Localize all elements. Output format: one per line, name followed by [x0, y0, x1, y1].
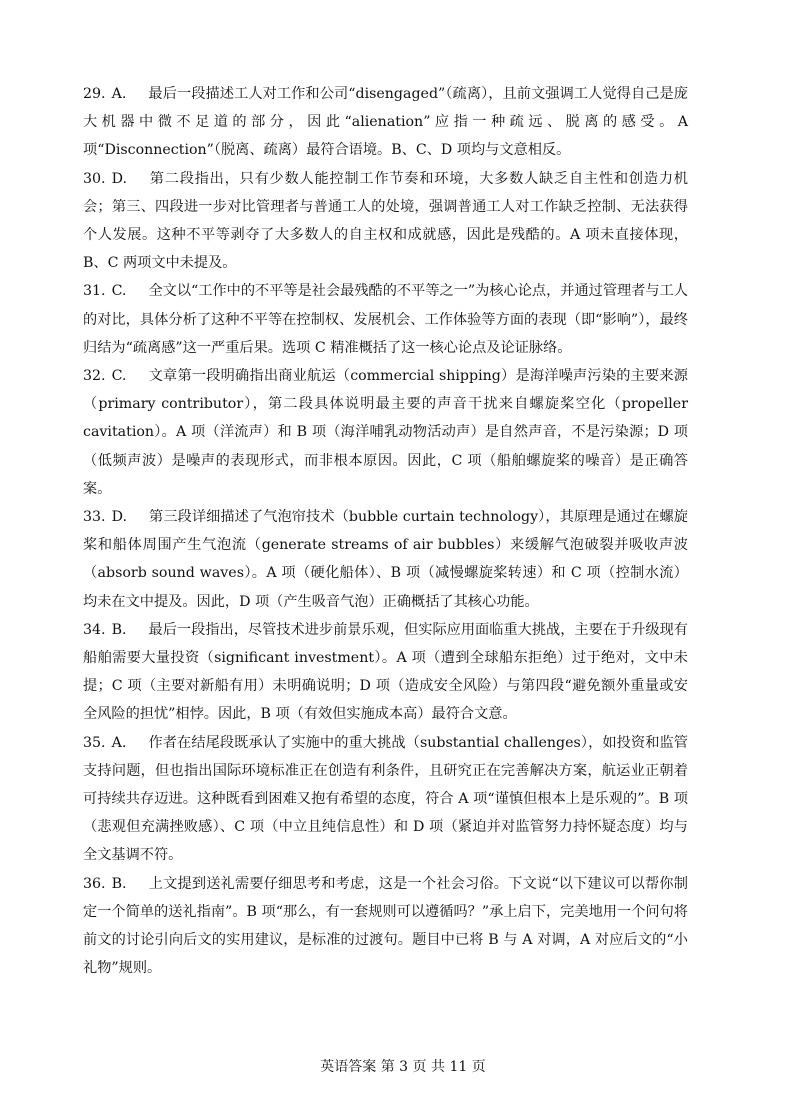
answer-explanations [83, 80, 688, 983]
answer-option: D. [111, 170, 127, 187]
explanation-text: 文章第一段明确指出商业航运（commercial shipping）是海洋噪声污染的主要来源（primary contributor），第二段具体说明最主要的声音干扰来自螺旋桨空化（propeller cavitation）。A 项（洋流声）和 B 项（海洋哺乳动物活动声）是自然声音，不是污染源；D 项（低频声波）是噪声的表现形式，而非根本原因。因此，C 项（船舶螺旋桨的噪音）是正确答案。 [83, 368, 688, 497]
answer-option: C. [111, 368, 127, 385]
question-number: 30. [83, 170, 106, 187]
question-number: 29. [83, 86, 106, 102]
question-number: 36. [83, 875, 106, 892]
explanation-text: 上文提到送礼需要仔细思考和考虑，这是一个社会习俗。下文说“以下建议可以帮你制定一个简单的送礼指南”。B 项“那么，有一套规则可以遵循吗？”承上启下，完美地用一个问句将前文的讨论引向后文的实用建议，是标准的过渡句。题目中已将 B 与 A 对调，A 对应后文的“小礼物”规则。 [83, 875, 688, 977]
explanation-text: 作者在结尾段既承认了实施中的重大挑战（substantial challenges），如投资和监管支持问题，但也指出国际环境标准正在创造有利条件，且研究正在完善解决方案，航运业正朝着可持续共存迈进。这种既看到困难又抱有希望的态度，符合 A 项“谨慎但根本上是乐观的”。B 项（悲观但充满挫败感）、C 项（中立且纯信息性）和 D 项（紧迫并对监管努力持怀疑态度）均与全文基调不符。 [83, 734, 688, 864]
answer-option: B. [111, 621, 127, 638]
answer-item-31 [83, 277, 688, 362]
answer-option: A. [111, 86, 127, 102]
answer-item-36 [83, 870, 688, 983]
answer-item-29 [83, 80, 688, 165]
explanation-text: 最后一段指出，尽管技术进步前景乐观，但实际应用面临重大挑战，主要在于升级现有船舶需要大量投资（significant investment）。A 项（遭到全球船东拒绝）过于绝对，文中未提；C 项（主要对新船有用）未明确说明；D 项（造成安全风险）与第四段“避免额外重量或安全风险的担忧”相悖。因此，B 项（有效但实施成本高）最符合文意。 [83, 621, 688, 723]
question-number: 31. [83, 283, 106, 300]
explanation-text: 第二段指出，只有少数人能控制工作节奏和环境，大多数人缺乏自主性和创造力机会；第三、四段进一步对比管理者与普通工人的处境，强调普通工人对工作缺乏控制、无法获得个人发展。这种不平等剥夺了大多数人的自主权和成就感，因此是残酷的。A 项未直接体现，B、C 两项文中未提及。 [83, 170, 688, 272]
answer-option: D. [111, 509, 127, 526]
answer-item-30 [83, 165, 688, 278]
answer-option: C. [111, 283, 127, 300]
question-number: 35. [83, 734, 106, 751]
answer-item-35 [83, 729, 688, 870]
answer-option: B. [111, 875, 127, 892]
question-number: 32. [83, 368, 106, 385]
question-number: 34. [83, 621, 106, 638]
answer-item-33 [83, 503, 688, 616]
question-number: 33. [83, 509, 106, 526]
answer-option: A. [111, 734, 127, 751]
answer-item-32 [83, 362, 688, 503]
answer-item-34 [83, 616, 688, 729]
explanation-text: 最后一段描述工人对工作和公司“disengaged”（疏离），且前文强调工人觉得自己是庞大机器中微不足道的部分，因此“alienation”应指一种疏远、脱离的感受。A 项“Disconnection”（脱离、疏离）最符合语境。B、C、D 项均与文意相反。 [83, 86, 688, 159]
page-footer: 英语答案 第 3 页 共 11 页 [320, 1059, 486, 1075]
explanation-text: 第三段详细描述了气泡帘技术（bubble curtain technology），其原理是通过在螺旋桨和船体周围产生气泡流（generate streams of air bubbles）来缓解气泡破裂并吸收声波（absorb sound waves）。A 项（硬化船体）、B 项（减慢螺旋桨转速）和 C 项（控制水流）均未在文中提及。因此，D 项（产生吸音气泡）正确概括了其核心功能。 [83, 509, 688, 610]
explanation-text: 全文以“工作中的不平等是社会最残酷的不平等之一”为核心论点，并通过管理者与工人的对比，具体分析了这种不平等在控制权、发展机会、工作体验等方面的表现（即“影响”），最终归结为“疏离感”这一严重后果。选项 C 精准概括了这一核心论点及论证脉络。 [83, 283, 688, 356]
